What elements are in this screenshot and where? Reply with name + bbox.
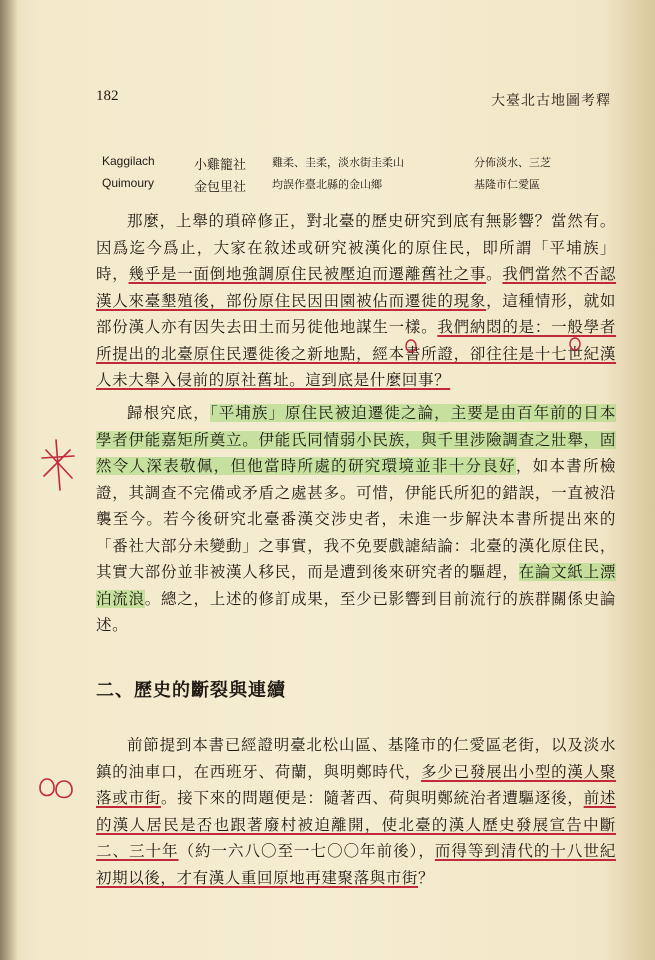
romanized-name: Quimoury <box>102 176 155 190</box>
paragraph-1 <box>96 208 616 394</box>
binding-shadow <box>0 0 18 960</box>
star-mark <box>36 436 80 496</box>
text-span: 那麼，上舉的瑣碎修正，對北臺的歷史研究到底有無影響？當然有。因爲迄今爲止，大家在敘述或研究被漢化的原住民，即所謂「平埔族」時， <box>96 212 616 283</box>
tribe-table <box>102 154 622 198</box>
text-span: 。總之，上述的修訂成果，至少已影響到目前流行的族群關係史論述。 <box>96 589 616 634</box>
tribe-location: 分佈淡水、三芝 <box>474 156 551 169</box>
tribe-name: 金包里社 <box>194 180 247 195</box>
section-heading: 二、歷史的斷裂與連續 <box>96 680 286 701</box>
text-span: ，如本書所檢證，其調查不完備或矛盾之處甚多。可惜，伊能氏所犯的錯誤，一直被沿襲至今。若今後研究北臺番漢交涉史者，未進一步解決本書所提出來的「番社大部分未變動」之事實，我不免要戲謔結論：北臺的漢化原住民，其實大部份並非被漢人移民，而是遭到後來研究者的驅趕， <box>96 457 616 581</box>
text-span: 。 <box>486 265 503 283</box>
text-span: （約一六八〇至一七〇〇年前後）， <box>178 842 435 860</box>
page-number: 182 <box>96 88 119 104</box>
tribe-note: 雞柔、圭柔，淡水街圭柔山 <box>272 156 404 169</box>
underlined-text: 而得等到清代的十八世紀初期以後，才有漢人重回原地再建聚落與市街 <box>96 842 616 887</box>
underlined-text: 我們當然不否認漢人來臺墾殖後，部份原住民因田園被佔而遷徙的現象 <box>96 265 617 310</box>
circle-mark <box>34 770 84 804</box>
running-head: 大臺北古地圖考釋 <box>491 93 611 109</box>
underlined-text: 多少已發展出小型的漢人聚落或市街 <box>96 762 616 807</box>
text-span: ？ <box>418 868 435 887</box>
highlighted-text: 「平埔族」原住民被迫遷徙之論，主要是由百年前的日本學者伊能嘉矩所奠立。伊能氏同情弱小民族，與千里涉險調查之壯舉，固然令人深表敬佩，但他當時所處的研究環境並非十分良好 <box>96 404 616 475</box>
tribe-name: 小雞籠社 <box>194 158 247 173</box>
paragraph-3 <box>96 732 616 891</box>
underlined-text: 前述的漢人居民是否也跟著廢村被迫離開，使北臺的漢人歷史發展宣告中斷二、三十年 <box>96 789 617 860</box>
text-span: 歸根究底， <box>127 404 210 422</box>
underlined-text: 幾乎是一面倒地強調原住民被壓迫而遷離舊社之事 <box>128 265 487 283</box>
highlighted-text: 在論文紙上漂泊流浪 <box>96 563 616 608</box>
tribe-note: 均誤作臺北縣的金山鄉 <box>272 178 382 191</box>
text-span: ，這種情形，就如部份漢人亦有因失去田土而另徙他地謀生一樣。 <box>96 291 616 336</box>
tribe-location: 基隆市仁愛區 <box>474 178 540 191</box>
text-span: 前節提到本書已經證明臺北松山區、基隆市的仁愛區老街，以及淡水鎮的油車口，在西班牙、荷蘭，與明鄭時代， <box>96 736 616 781</box>
romanized-name: Kaggilach <box>102 154 155 168</box>
table-row <box>102 154 622 176</box>
underlined-text: 我們納悶的是：一般學者所提出的北臺原住民遷徙後之新地點，經本書所證，卻往往是十七世紀漢人未大舉入侵前的原社舊址。這到底是什麼回事？ <box>96 318 616 389</box>
table-row <box>102 176 622 198</box>
paragraph-2 <box>96 400 616 639</box>
text-span: 。接下來的問題便是：隨著西、荷與明鄭統治者遭驅逐後， <box>161 789 584 807</box>
